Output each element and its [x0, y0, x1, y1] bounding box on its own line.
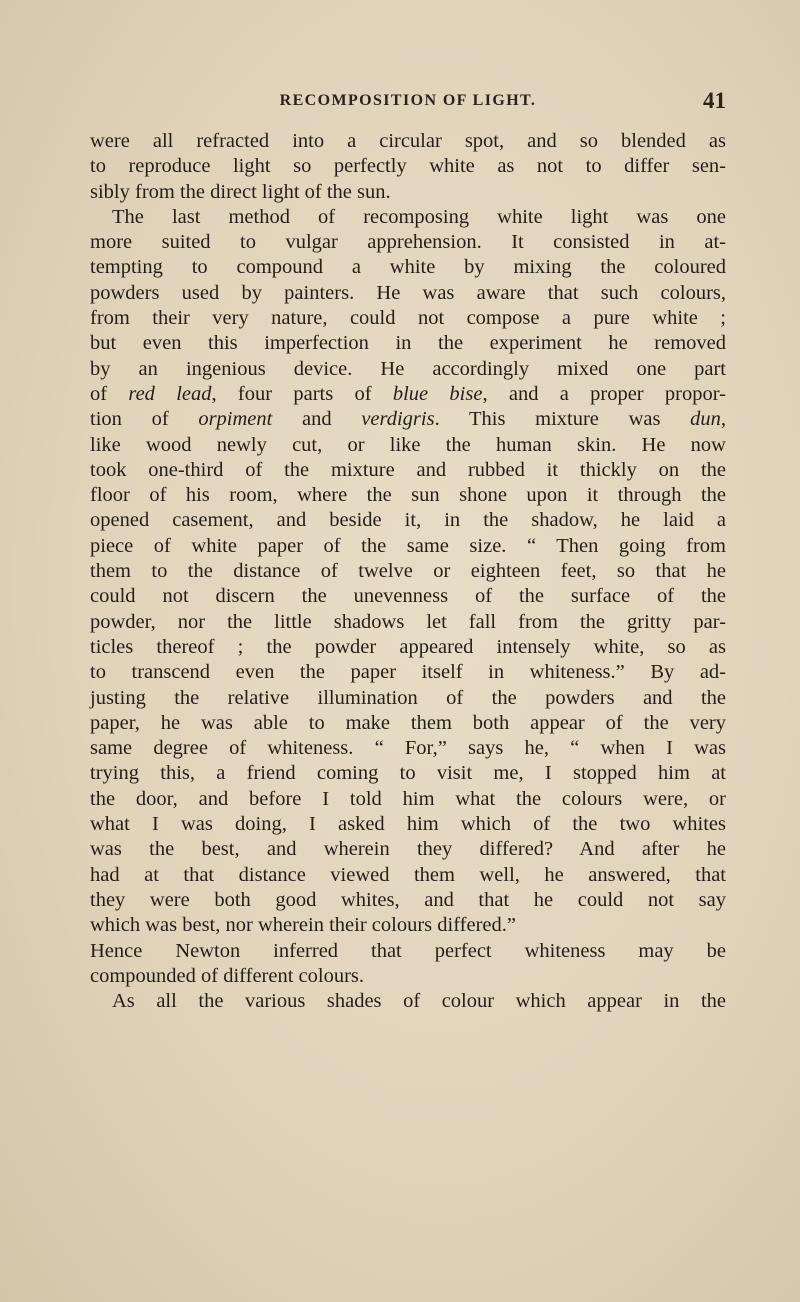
text-line: [90, 610, 726, 635]
text-line: [90, 686, 726, 711]
text-segment: by an ingenious device. He accordingly mixed one part: [90, 357, 726, 380]
text-line: [90, 660, 726, 685]
text-segment: sibly from the direct light of the sun.: [90, 180, 391, 203]
text-line: [90, 483, 726, 508]
text-line: [90, 584, 726, 609]
italic-term: dun: [690, 408, 721, 431]
text-segment: to transcend even the paper itself in whiteness.” By ad-: [90, 661, 726, 684]
text-line: [90, 787, 726, 812]
text-line: [90, 635, 726, 660]
text-segment: paper, he was able to make them both appear of the very: [90, 711, 726, 734]
text-line: [90, 761, 726, 786]
text-segment: more suited to vulgar apprehension. It consisted in at-: [90, 231, 726, 254]
text-line: [90, 888, 726, 913]
text-line: [90, 736, 726, 761]
text-line: [90, 939, 726, 964]
italic-term: blue bise: [392, 382, 483, 405]
text-segment: tion of: [90, 408, 199, 431]
text-segment: what I was doing, I asked him which of the two whites: [90, 813, 726, 836]
text-segment: powder, nor the little shadows let fall from the gritty par-: [90, 610, 726, 633]
italic-term: verdigris: [361, 408, 435, 431]
text-segment: , four parts of: [211, 382, 393, 405]
text-segment: took one-third of the mixture and rubbed it thickly on the: [90, 458, 726, 481]
page-header: [90, 88, 726, 120]
text-line: [90, 989, 726, 1014]
text-line: [90, 433, 726, 458]
text-segment: and: [272, 408, 362, 431]
text-segment: same degree of whiteness. “ For,” says he, “ when I was: [90, 737, 726, 760]
text-line: [90, 281, 726, 306]
text-segment: opened casement, and beside it, in the shadow, he laid a: [90, 509, 726, 532]
text-segment: but even this imperfection in the experiment he removed: [90, 332, 726, 355]
text-segment: piece of white paper of the same size. “ Then going from: [90, 534, 726, 557]
text-line: [90, 458, 726, 483]
italic-term: red lead: [128, 382, 212, 405]
text-line: [90, 129, 726, 154]
text-line: [90, 255, 726, 280]
text-segment: Hence Newton inferred that perfect whiteness may be: [90, 939, 726, 962]
text-segment: could not discern the unevenness of the surface of the: [90, 585, 726, 608]
text-line: [90, 837, 726, 862]
text-segment: floor of his room, where the sun shone upon it through the: [90, 484, 726, 507]
text-line: [90, 154, 726, 179]
text-segment: were all refracted into a circular spot, and so blended as: [90, 130, 726, 152]
text-segment: was the best, and wherein they differed? And after he: [90, 838, 726, 861]
text-line: [90, 812, 726, 837]
text-segment: tempting to compound a white by mixing the coloured: [90, 256, 726, 279]
text-line: [90, 306, 726, 331]
text-segment: they were both good whites, and that he could not say: [90, 888, 726, 911]
text-segment: like wood newly cut, or like the human skin. He now: [90, 433, 726, 456]
text-segment: , and a proper propor-: [482, 382, 726, 405]
text-line: [90, 357, 726, 382]
text-segment: powders used by painters. He was aware that such colours,: [90, 281, 726, 304]
text-line: [90, 205, 726, 230]
text-segment: trying this, a friend coming to visit me, I stopped him at: [90, 762, 726, 785]
text-segment: had at that distance viewed them well, he answered, that: [90, 863, 726, 886]
text-line: [90, 508, 726, 533]
text-line: [90, 559, 726, 584]
text-line: [90, 534, 726, 559]
body-text: [90, 129, 726, 1014]
text-line: [90, 711, 726, 736]
text-line: [90, 863, 726, 888]
text-line: [90, 180, 726, 205]
text-segment: them to the distance of twelve or eighteen feet, so that he: [90, 560, 726, 583]
text-segment: As all the various shades of colour which appear in the: [112, 990, 726, 1013]
text-segment: ticles thereof ; the powder appeared intensely white, so as: [90, 635, 726, 658]
text-segment: The last method of recomposing white light was one: [112, 205, 726, 228]
text-line: [90, 913, 726, 938]
text-line: [90, 331, 726, 356]
text-line: [90, 964, 726, 989]
text-line: [90, 407, 726, 432]
text-line: [90, 230, 726, 255]
text-segment: . This mixture was: [434, 408, 691, 431]
text-line: [90, 382, 726, 407]
text-segment: compounded of different colours.: [90, 964, 365, 987]
text-segment: ,: [720, 408, 726, 431]
text-segment: of: [90, 382, 129, 405]
text-segment: to reproduce light so perfectly white as not to differ sen-: [90, 155, 726, 178]
running-head: RECOMPOSITION OF LIGHT.: [279, 92, 537, 109]
text-segment: justing the relative illumination of the powders and the: [90, 686, 726, 709]
text-segment: which was best, nor wherein their colours differed.”: [90, 914, 516, 937]
italic-term: orpiment: [198, 408, 273, 431]
text-segment: from their very nature, could not compose a pure white ;: [90, 307, 726, 330]
text-segment: the door, and before I told him what the colours were, or: [90, 787, 726, 810]
page-number: 41: [703, 88, 726, 113]
